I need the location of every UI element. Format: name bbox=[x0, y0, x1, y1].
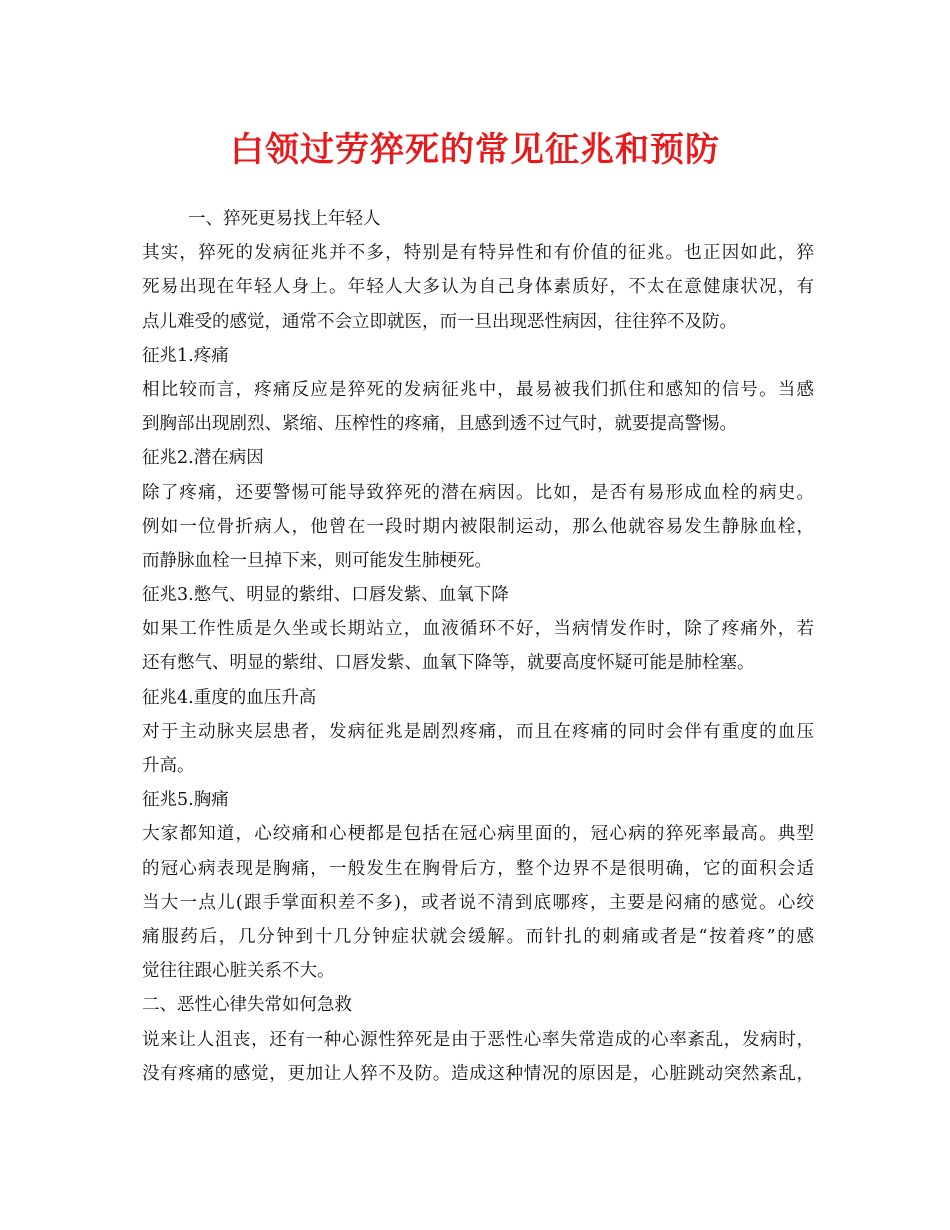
text-line: 到胸部出现剧烈、紧缩、压榨性的疼痛，且感到透不过气时，就要提高警惕。 bbox=[142, 414, 737, 435]
text-line: 例如一位骨折病人，他曾在一段时期内被限制运动，那么他就容易发生静脉血栓， bbox=[142, 516, 814, 537]
text-line: 征兆1.疼痛 bbox=[142, 345, 229, 366]
text-line: 说来让人沮丧，还有一种心源性猝死是由于恶性心率失常造成的心率紊乱，发病时， bbox=[142, 1029, 814, 1050]
text-line: 大家都知道，心绞痛和心梗都是包括在冠心病里面的，冠心病的猝死率最高。典型 bbox=[142, 824, 814, 845]
text-line: 觉往往跟心脏关系不大。 bbox=[142, 961, 335, 982]
text-line: 点儿难受的感觉，通常不会立即就医，而一旦出现恶性病因，往往猝不及防。 bbox=[142, 311, 737, 332]
text-line: 其实，猝死的发病征兆并不多，特别是有特异性和有价值的征兆。也正因如此，猝 bbox=[142, 243, 814, 264]
text-line: 征兆4.重度的血压升高 bbox=[142, 687, 317, 708]
text-line: 二、恶性心律失常如何急救 bbox=[142, 995, 352, 1016]
text-line: 一、猝死更易找上年轻人 bbox=[188, 209, 381, 229]
text-line: 还有憋气、明显的紫绀、口唇发紫、血氧下降等，就要高度怀疑可能是肺栓塞。 bbox=[142, 653, 755, 674]
text-line: 的冠心病表现是胸痛，一般发生在胸骨后方，整个边界不是很明确，它的面积会适 bbox=[142, 858, 814, 879]
text-line: 征兆2.潜在病因 bbox=[142, 448, 264, 469]
text-line: 死易出现在年轻人身上。年轻人大多认为自己身体素质好，不太在意健康状况，有 bbox=[142, 277, 814, 298]
document-body bbox=[142, 202, 814, 1091]
text-line: 如果工作性质是久坐或长期站立，血液循环不好，当病情发作时，除了疼痛外，若 bbox=[142, 619, 814, 640]
text-line: 除了疼痛，还要警惕可能导致猝死的潜在病因。比如，是否有易形成血栓的病史。 bbox=[142, 482, 814, 503]
text-line: 征兆3.憋气、明显的紫绀、口唇发紫、血氧下降 bbox=[142, 585, 509, 606]
document-title: 白领过劳猝死的常见征兆和预防 bbox=[230, 130, 720, 170]
text-line: 相比较而言，疼痛反应是猝死的发病征兆中，最易被我们抓住和感知的信号。当感 bbox=[142, 379, 814, 400]
text-line: 征兆5.胸痛 bbox=[142, 790, 229, 811]
text-line: 对于主动脉夹层患者，发病征兆是剧烈疼痛，而且在疼痛的同时会伴有重度的血压 bbox=[142, 721, 814, 742]
text-line: 而静脉血栓一旦掉下来，则可能发生肺梗死。 bbox=[142, 550, 492, 571]
text-line: 痛服药后，几分钟到十几分钟症状就会缓解。而针扎的刺痛或者是“按着疼”的感 bbox=[142, 926, 814, 947]
text-line: 当大一点儿(跟手掌面积差不多)，或者说不清到底哪疼，主要是闷痛的感觉。心绞 bbox=[142, 892, 814, 913]
text-line: 没有疼痛的感觉，更加让人猝不及防。造成这种情况的原因是，心脏跳动突然紊乱， bbox=[142, 1063, 814, 1084]
text-line: 升高。 bbox=[142, 756, 195, 776]
